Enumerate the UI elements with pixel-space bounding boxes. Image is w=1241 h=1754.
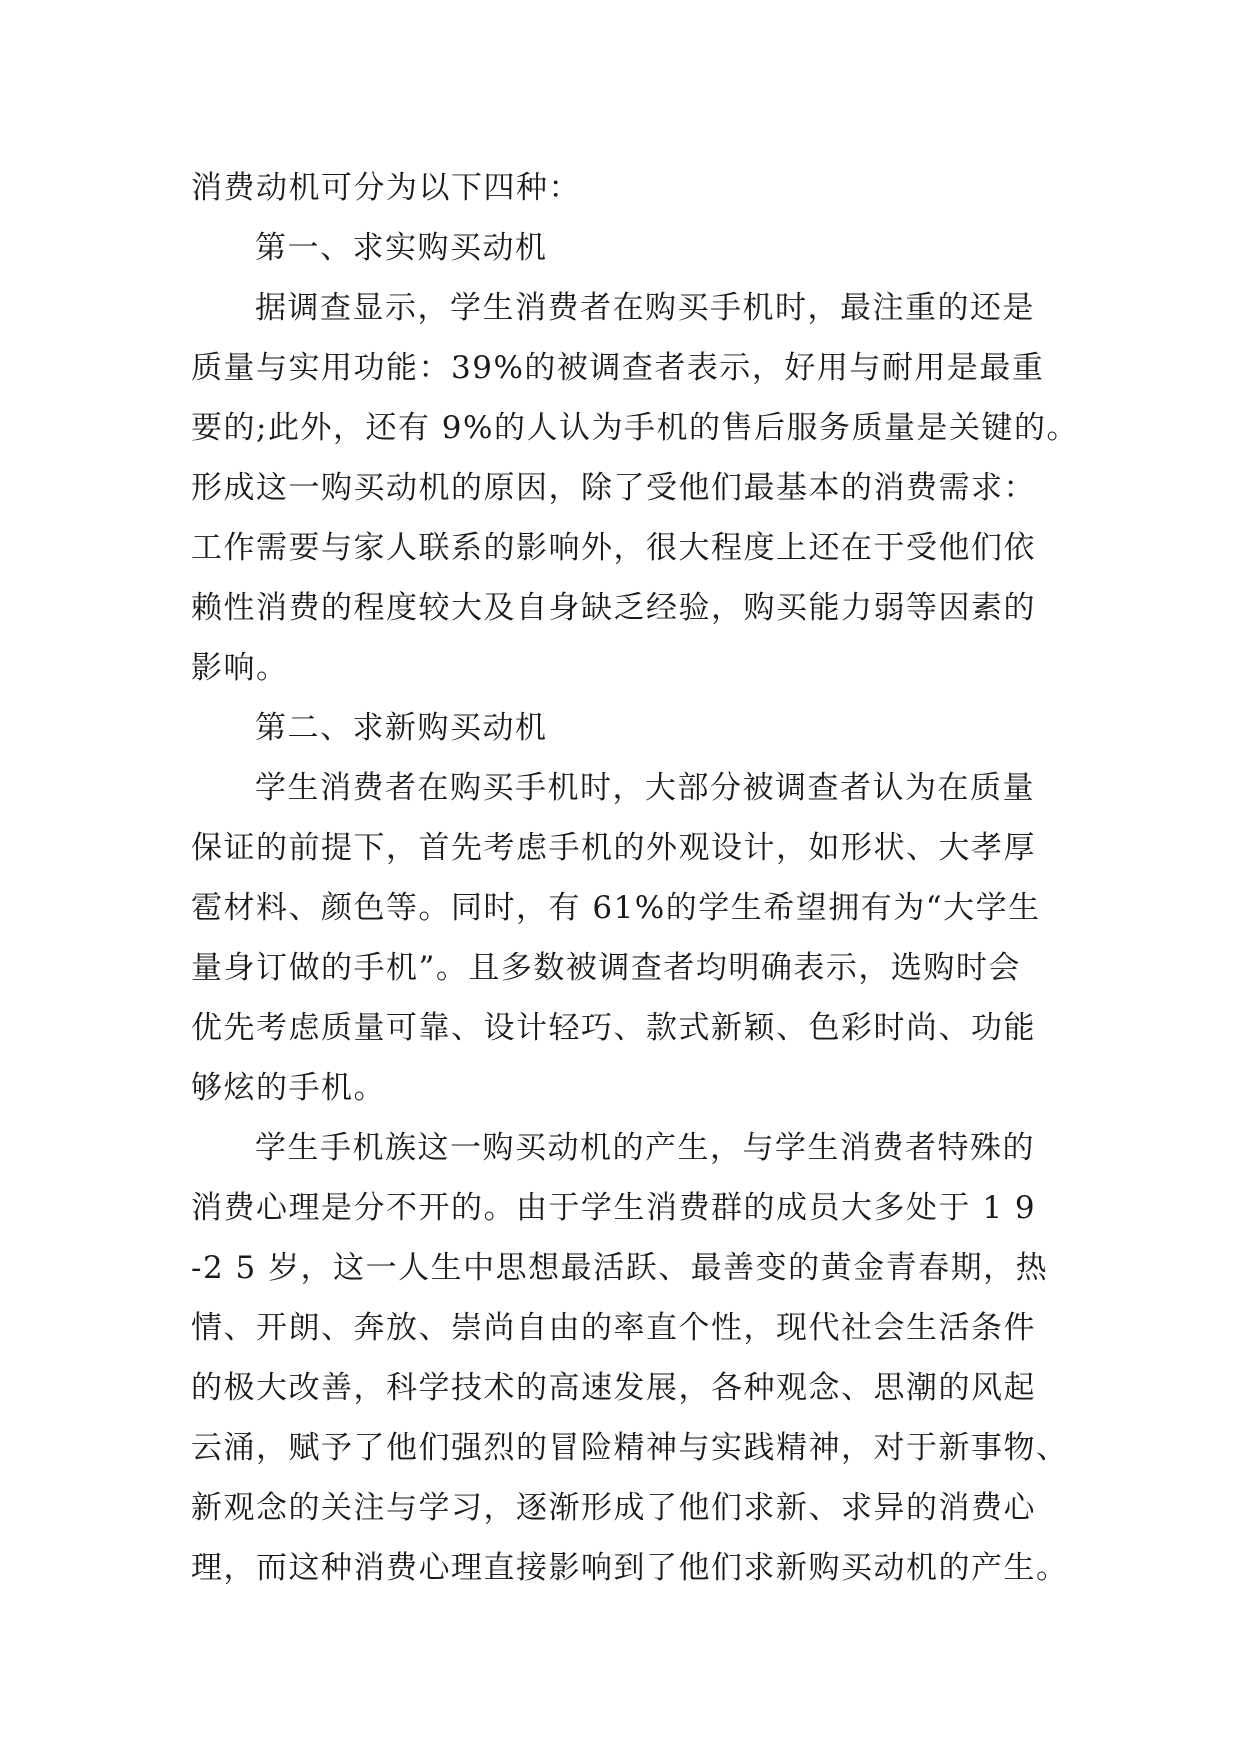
text-line-17: 学生手机族这一购买动机的产生，与学生消费者特殊的 — [255, 1130, 1035, 1166]
text-line-16: 够炫的手机。 — [191, 1070, 386, 1106]
text-line-22: 云涌，赋予了他们强烈的冒险精神与实践精神，对于新事物、 — [191, 1430, 1069, 1466]
text-line-3: 据调查显示，学生消费者在购买手机时，最注重的还是 — [255, 290, 1035, 326]
text-line-11: 学生消费者在购买手机时，大部分被调查者认为在质量 — [255, 770, 1035, 806]
section-heading-2: 第二、求新购买动机 — [255, 710, 548, 746]
text-line-12: 保证的前提下，首先考虑手机的外观设计，如形状、大孝厚 — [191, 830, 1036, 866]
text-line-23: 新观念的关注与学习，逐渐形成了他们求新、求异的消费心 — [191, 1490, 1036, 1526]
text-line-14: 量身订做的手机”。且多数被调查者均明确表示，选购时会 — [191, 950, 1021, 986]
text-line-7: 工作需要与家人联系的影响外，很大程度上还在于受他们依 — [191, 530, 1036, 566]
text-line-18: 消费心理是分不开的。由于学生消费群的成员大多处于 1 9 — [191, 1190, 1037, 1226]
body-text — [191, 158, 1079, 1598]
text-line-20: 情、开朗、奔放、崇尚自由的率直个性，现代社会生活条件 — [191, 1310, 1036, 1346]
text-line-6: 形成这一购买动机的原因，除了受他们最基本的消费需求： — [191, 470, 1036, 506]
section-heading-1: 第一、求实购买动机 — [255, 230, 548, 266]
text-line-9: 影响。 — [191, 650, 289, 686]
text-line-24: 理，而这种消费心理直接影响到了他们求新购买动机的产生。 — [191, 1550, 1069, 1586]
text-line-13: 雹材料、颜色等。同时，有 61%的学生希望拥有为“大学生 — [191, 890, 1041, 926]
text-line-4: 质量与实用功能：39%的被调查者表示，好用与耐用是最重 — [191, 350, 1045, 386]
text-line-5: 要的;此外，还有 9%的人认为手机的售后服务质量是关键的。 — [191, 410, 1079, 446]
text-line-21: 的极大改善，科学技术的高速发展，各种观念、思潮的风起 — [191, 1370, 1036, 1406]
text-line-8: 赖性消费的程度较大及自身缺乏经验，购买能力弱等因素的 — [191, 590, 1036, 626]
text-line-19: -2 5 岁，这一人生中思想最活跃、最善变的黄金青春期，热 — [191, 1250, 1049, 1286]
text-line-1: 消费动机可分为以下四种： — [191, 170, 581, 206]
text-line-15: 优先考虑质量可靠、设计轻巧、款式新颖、色彩时尚、功能 — [191, 1010, 1036, 1046]
